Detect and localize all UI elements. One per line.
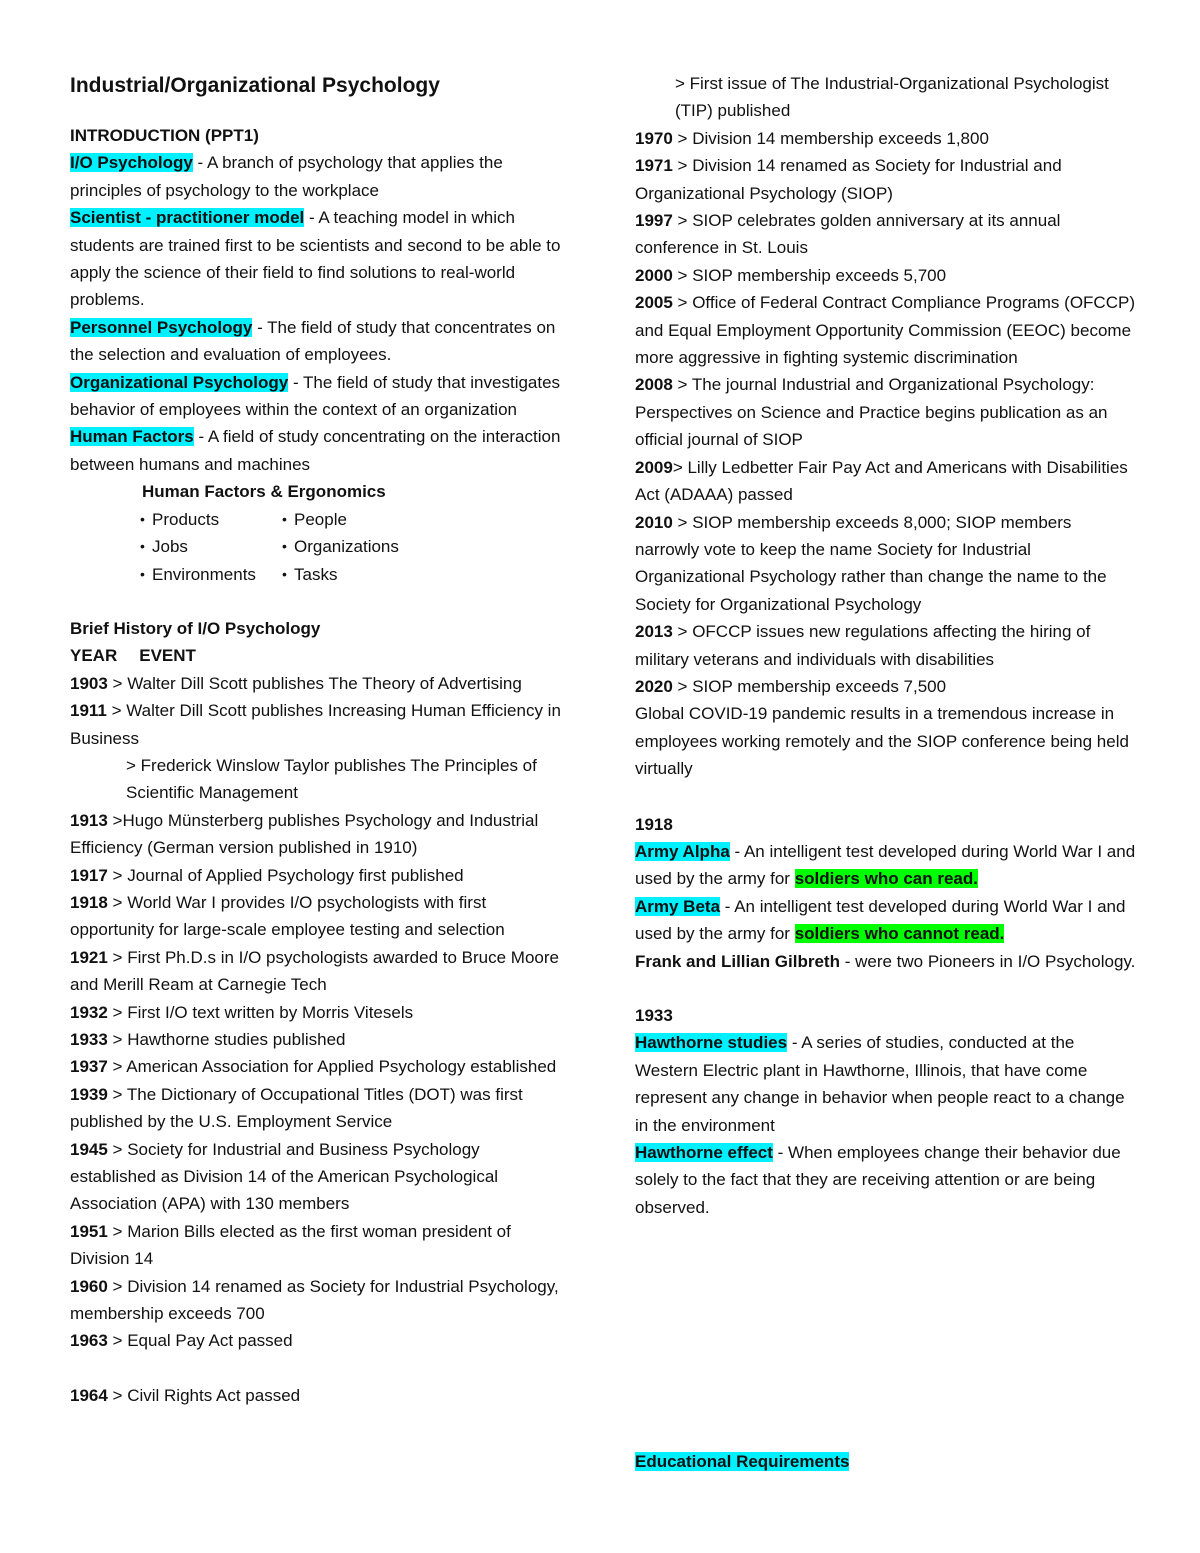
history-text: > First Ph.D.s in I/O psychologists awarded to Bruce Moore and Merill Ream at Carnegie Tech <box>70 947 559 995</box>
section-heading: Educational Requirements <box>635 1452 850 1471</box>
term-label: Personnel Psychology <box>70 317 253 337</box>
spacer <box>70 588 570 615</box>
term-scientist-practitioner <box>70 204 570 314</box>
history-text: > Office of Federal Contract Compliance Programs (OFCCP) and Equal Employment Opportunity Commission (EEOC) become more aggressive in fighting systemic discrimination <box>635 293 1135 368</box>
highlight-phrase: soldiers who cannot read. <box>794 924 1005 944</box>
term-definition: - An intelligent test developed during World War I and used by the army for <box>635 896 1126 944</box>
right-column <box>635 70 1140 1471</box>
history-entry <box>70 807 570 862</box>
spacer <box>635 783 1140 811</box>
history-text: >Hugo Münsterberg publishes Psychology and Industrial Efficiency (German version published in 1910) <box>70 810 539 858</box>
history-year: 1933 <box>70 1030 108 1049</box>
history-entry <box>70 1218 570 1273</box>
history-text: > Walter Dill Scott publishes The Theory of Advertising <box>107 673 522 693</box>
history-text: > Division 14 membership exceeds 1,800 <box>672 128 989 148</box>
history-text: > SIOP membership exceeds 8,000; SIOP members narrowly vote to keep the name Society for Industrial Organizational Psychology rather than change the name to the Society for Organizational Psychology <box>635 512 1107 614</box>
spacer <box>70 1355 570 1382</box>
hfe-item: • People <box>282 506 502 533</box>
history-year: 1903 <box>70 673 108 693</box>
history-year: 2009 <box>635 457 673 477</box>
history-year: 1937 <box>70 1057 108 1077</box>
hfe-list <box>70 506 570 588</box>
history-entry <box>635 673 1140 700</box>
term-label: Organizational Psychology <box>70 372 289 392</box>
event-column-header: EVENT <box>139 646 196 666</box>
history-text: > Frederick Winslow Taylor publishes The Principles of Scientific Management <box>126 755 537 803</box>
term-label: Scientist - practitioner model <box>70 208 305 228</box>
gilbreth-definition: - were two Pioneers in I/O Psychology. <box>839 951 1136 971</box>
history-text: > OFCCP issues new regulations affecting the hiring of military veterans and individuals with disabilities <box>635 622 1091 669</box>
history-entry <box>70 1327 570 1354</box>
history-entry <box>70 862 570 889</box>
history-text: > Journal of Applied Psychology first published <box>107 865 464 885</box>
history-text: > SIOP membership exceeds 5,700 <box>672 265 947 285</box>
history-year: 1918 <box>70 892 108 912</box>
term-personnel-psychology <box>70 314 570 369</box>
history-year: 2008 <box>635 375 673 395</box>
history-text: > Hawthorne studies published <box>107 1030 346 1049</box>
history-entry <box>635 207 1140 262</box>
covid-note: Global COVID-19 pandemic results in a tremendous increase in employees working remotely and the SIOP conference being held virtually <box>635 704 1129 779</box>
left-column <box>70 72 570 1409</box>
highlight-phrase: soldiers who can read. <box>794 869 978 889</box>
history-entry <box>635 371 1140 453</box>
term-definition: - The field of study that concentrates on the selection and evaluation of employees. <box>70 317 556 365</box>
history-year: 2000 <box>635 265 673 285</box>
term-army-alpha <box>635 838 1140 893</box>
gilbreth-name: Frank and Lillian Gilbreth <box>635 951 840 971</box>
history-year: 1970 <box>635 128 673 148</box>
history-year: 1960 <box>70 1276 108 1296</box>
term-army-beta <box>635 893 1140 948</box>
term-definition: - The field of study that investigates behavior of employees within the context of an organization <box>70 372 561 420</box>
term-io-psychology <box>70 149 570 204</box>
history-text: > Lilly Ledbetter Fair Pay Act and Americans with Disabilities Act (ADAAA) passed <box>635 457 1128 505</box>
history-entry <box>70 1136 570 1218</box>
history-text: > Walter Dill Scott publishes Increasing Human Efficiency in Business <box>70 701 561 748</box>
section-1918-year: 1918 <box>635 814 673 834</box>
history-entry <box>635 509 1140 619</box>
history-year: 2020 <box>635 676 673 696</box>
history-year: 1932 <box>70 1002 108 1022</box>
history-year: 1963 <box>70 1331 108 1351</box>
history-list-right <box>635 125 1140 701</box>
history-text: > SIOP celebrates golden anniversary at its annual conference in St. Louis <box>635 211 1061 258</box>
history-year: 1971 <box>635 156 673 176</box>
term-label: Hawthorne studies <box>635 1033 788 1053</box>
history-column-headers <box>70 642 570 669</box>
term-label: Hawthorne effect <box>635 1143 773 1163</box>
term-organizational-psychology <box>70 369 570 424</box>
term-definition: - A teaching model in which students are trained first to be scientists and second to be able to apply the science of their field to find solutions to real-world problems. <box>70 208 561 310</box>
history-text: > Civil Rights Act passed <box>107 1385 301 1405</box>
term-definition: - A series of studies, conducted at the Western Electric plant in Hawthorne, Illinois, that have come represent any change in behavior when people react to a change in the environment <box>635 1033 1125 1135</box>
history-text: > First I/O text written by Morris Vitesels <box>107 1002 414 1022</box>
history-entry <box>70 999 570 1026</box>
hfe-item: • Organizations <box>282 533 502 560</box>
history-year: 1911 <box>70 701 107 721</box>
term-label: Human Factors <box>70 427 194 447</box>
term-definition: - When employees change their behavior due solely to the fact that they are receiving attention or are being observed. <box>635 1143 1121 1217</box>
history-entry <box>70 1053 570 1080</box>
history-entry <box>70 1026 570 1053</box>
hfe-item: • Jobs <box>140 533 282 560</box>
history-text: > Society for Industrial and Business Psychology established as Division 14 of the American Psychological Association (APA) with 130 members <box>70 1139 499 1214</box>
spacer <box>635 975 1140 1002</box>
history-text: > Marion Bills elected as the first woman president of Division 14 <box>70 1221 511 1269</box>
year-column-header: YEAR <box>70 646 118 666</box>
hfe-item: • Products <box>140 506 282 533</box>
term-human-factors <box>70 423 570 478</box>
history-text: > Division 14 renamed as Society for Industrial Psychology, membership exceeds 700 <box>70 1276 559 1324</box>
term-label: Army Alpha <box>635 841 730 861</box>
term-hawthorne-studies <box>635 1029 1140 1139</box>
history-heading: Brief History of I/O Psychology <box>70 618 321 638</box>
history-entry <box>70 1273 570 1328</box>
term-definition: - A field of study concentrating on the interaction between humans and machines <box>70 427 561 474</box>
history-entry <box>70 670 570 697</box>
hfe-title: Human Factors & Ergonomics <box>142 482 386 502</box>
history-entry <box>635 152 1140 207</box>
term-definition: - A branch of psychology that applies the principles of psychology to the workplace <box>70 153 503 200</box>
document-title: Industrial/Organizational Psychology <box>70 74 440 97</box>
history-year: 2005 <box>635 293 673 313</box>
history-text: > The journal Industrial and Organizational Psychology: Perspectives on Science and Practice begins publication as an official journal of SIOP <box>635 375 1108 450</box>
educational-requirements-heading <box>635 1448 849 1475</box>
history-entry <box>635 289 1140 371</box>
history-entry <box>70 1081 570 1136</box>
hfe-item: • Tasks <box>282 561 502 588</box>
history-year: 1951 <box>70 1221 108 1241</box>
history-text: > Equal Pay Act passed <box>107 1331 293 1351</box>
term-hawthorne-effect <box>635 1139 1140 1221</box>
history-entry <box>70 752 570 807</box>
history-year: 1917 <box>70 865 108 885</box>
history-entry: > First issue of The Industrial-Organizational Psychologist (TIP) published <box>675 74 1109 121</box>
history-entry <box>635 454 1140 509</box>
history-text: > American Association for Applied Psychology established <box>107 1057 557 1077</box>
history-year: 1997 <box>635 211 673 231</box>
term-label: Army Beta <box>635 896 721 916</box>
history-year: 1921 <box>70 947 108 967</box>
history-list-left <box>70 670 570 1355</box>
history-entry <box>70 944 570 999</box>
history-year: 2010 <box>635 512 673 532</box>
history-entry <box>70 697 570 752</box>
history-year: 1945 <box>70 1139 108 1159</box>
hfe-item: • Environments <box>140 561 282 588</box>
history-text: > SIOP membership exceeds 7,500 <box>672 676 947 696</box>
history-year: 1964 <box>70 1385 108 1405</box>
history-text: > Division 14 renamed as Society for Industrial and Organizational Psychology (SIOP) <box>635 156 1062 203</box>
intro-heading: INTRODUCTION (PPT1) <box>70 126 259 145</box>
history-entry <box>635 125 1140 152</box>
history-entry <box>635 262 1140 289</box>
history-text: > World War I provides I/O psychologists with first opportunity for large-scale employee testing and selection <box>70 892 505 940</box>
section-1933-year: 1933 <box>635 1006 673 1025</box>
term-label: I/O Psychology <box>70 153 193 173</box>
history-year: 1913 <box>70 810 108 830</box>
history-entry <box>70 1382 570 1409</box>
history-year: 2013 <box>635 622 673 642</box>
term-definition: - An intelligent test developed during World War I and used by the army for <box>635 841 1136 889</box>
history-year: 1939 <box>70 1084 108 1104</box>
history-entry <box>635 618 1140 673</box>
history-entry <box>70 889 570 944</box>
history-text: > The Dictionary of Occupational Titles (DOT) was first published by the U.S. Employment Service <box>70 1084 523 1132</box>
gilbreth-note <box>635 948 1140 975</box>
